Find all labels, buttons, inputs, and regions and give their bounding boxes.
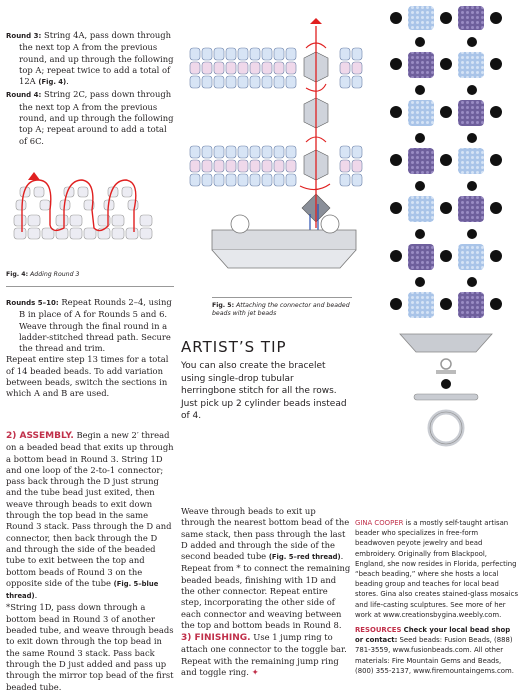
finishing-end-mark: ✦ bbox=[251, 666, 259, 677]
middle-fig-ref: (Fig. 5–red thread) bbox=[268, 553, 341, 562]
assembly-p1-end: . bbox=[34, 590, 38, 601]
middle-paragraph bbox=[181, 506, 351, 631]
resources-label: RESOURCES bbox=[355, 626, 402, 634]
tip-text: You can also create the bracelet using single-drop tubular herringbone stitch for all the rows. Just pick up 2 cylinder beads instead of 4. bbox=[181, 361, 347, 421]
assembly-p2: *String 1D, pass down through a bottom bead in Round 3 of another beaded tube, and weave through beads to exit down through the top bead in the same Round 3 stack. Pass back through the D just added and pass up through the mirror top bead of the first beaded tube. bbox=[6, 602, 174, 692]
author-bio-text: is a mostly self-taught artisan beader who specializes in free-form beadwoven peyote jewelry and bead embroidery. Originally from Blackpool, England, she now resides in Florida, perfecting “beach beading,” where she hosts a local beading group and teaches for local bead stores. Gina also creates stained-glass mosaics and life-casting sculptures. See more of her work at www.creationsbygina.weebly.com. bbox=[355, 519, 519, 619]
round3-text: String 4A, pass down through the next top A from the previous round, and up through the following top A; repeat twice to add a total of 12A bbox=[19, 30, 174, 87]
round3-paragraph bbox=[6, 30, 176, 147]
resources-text: Seed beads: Fusion Beads, (888) 781-3559, www.fusionbeads.com. All other materials: Fire Mountain Gems and Beads, (800) 355-2137, www.firemountaingems.com. bbox=[355, 636, 514, 675]
fig5-caption-label: Fig. 5: bbox=[212, 302, 235, 309]
middle-p1: Weave through beads to exit up through the nearest bottom bead of the same stack, then pass through the last D added and through the side of the second beaded tube bbox=[181, 506, 350, 562]
round4-text: String 2C, pass down through the next top A from the previous round, and up through the following top A; repeat around to add a total of 6C. bbox=[19, 89, 174, 146]
divider-mid bbox=[212, 297, 352, 298]
assembly-fig-ref: (Fig. 5–blue thread) bbox=[6, 579, 159, 601]
author-name: GINA COOPER bbox=[355, 519, 404, 527]
tip-heading: ARTIST’S TIP bbox=[181, 338, 287, 356]
round4-label: Round 4: bbox=[6, 91, 42, 100]
repeat-paragraph: Repeat entire step 13 times for a total of 14 beaded beads. To add variation between beads, switch the sections in which A and B are used. bbox=[6, 354, 169, 399]
resources-section bbox=[355, 625, 519, 676]
round3-end: . bbox=[66, 76, 69, 87]
finishing-heading: 3) FINISHING. bbox=[181, 633, 251, 643]
rounds5-10-label: Rounds 5–10: bbox=[6, 299, 59, 307]
divider-left bbox=[6, 286, 174, 287]
finishing-text: Use 1 jump ring to attach one connector to the toggle bar. Repeat with the remaining jump ring and toggle ring. bbox=[181, 632, 347, 677]
rounds5-10-paragraph bbox=[6, 297, 178, 400]
fig5-caption-text: Attaching the connector and beaded beads with jet beads bbox=[212, 302, 350, 317]
assembly-heading: 2) ASSEMBLY. bbox=[6, 431, 74, 441]
assembly-p1: Begin a new 2′ thread on a beaded bead that exits up through a bottom bead in Round 3. String 1D and one loop of the 2-to-1 connector; pass back through the D just strung and the tube bead just exited, then weave through beads to exit down through the top bead in the same Round 3 stack. Pass through the D and connector, then back through the D and through the side of the beaded tube to exit between the top and bottom beads of Round 3 on the opposite side of the tube bbox=[6, 430, 174, 588]
round3-label: Round 3: bbox=[6, 32, 42, 40]
fig4-caption bbox=[6, 271, 79, 279]
bracelet-photo bbox=[380, 0, 521, 500]
middle-p1-end: . Repeat from * to connect the remaining beaded beads, finishing with 1D and the other connector. Repeat entire step, incorporating the other side of each connector and weaving between the top and bottom beads in Round 8. bbox=[181, 551, 351, 630]
fig4-caption-text: Adding Round 3 bbox=[30, 271, 80, 278]
author-bio bbox=[355, 518, 519, 620]
round3-fig-ref: (Fig. 4) bbox=[38, 78, 67, 87]
finishing-section bbox=[181, 632, 351, 678]
fig5-caption bbox=[212, 302, 352, 318]
assembly-section bbox=[6, 430, 174, 693]
resources-bold: Check your local bead shop or contact: bbox=[355, 626, 511, 645]
fig4-caption-label: Fig. 4: bbox=[6, 271, 29, 278]
rounds5-10-text: Repeat Rounds 2–4, using B in place of A for Rounds 5 and 6. Weave through the final round in a ladder-stitched thread path. Secure the thread and trim. bbox=[19, 297, 172, 354]
fig4-illustration bbox=[8, 170, 158, 260]
fig5-illustration bbox=[180, 18, 380, 293]
